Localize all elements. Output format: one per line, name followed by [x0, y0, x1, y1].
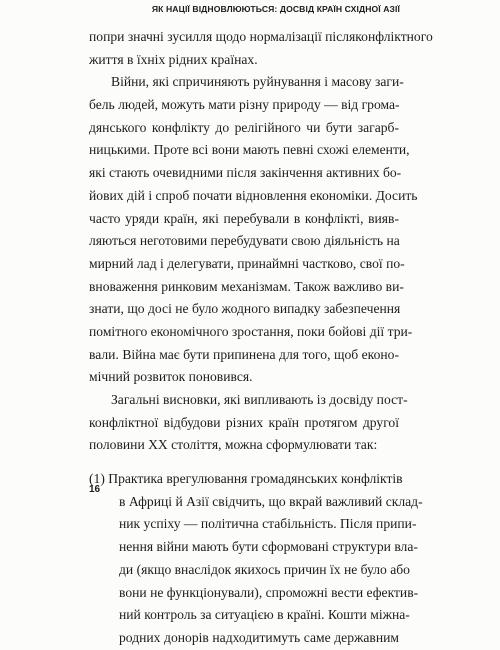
text-line: часто уряди країн, які перебували в конфлікті, вияв-	[89, 210, 399, 226]
text-line: попри значні зусилля щодо нормалізації післяконфліктного	[89, 29, 433, 44]
text-line: життя в їхніх рідних країнах.	[89, 51, 258, 67]
text-line: вали. Війна має бути припинена для того, щоб еконо-	[89, 346, 399, 362]
list-item-line: (1) Практика врегулювання громадянських конфліктів	[89, 471, 403, 487]
list-item-line: ний контроль за ситуацією в країні. Кошти міжна-	[119, 607, 410, 623]
list-item-line: ди (якщо внаслідок якихось причин їх не було або	[119, 561, 410, 577]
text-line: Війни, які спричиняють руйнування і масову заги-	[111, 74, 404, 90]
text-line: Загальні висновки, які випливають із досвіду пост-	[111, 392, 408, 407]
text-line: дянського конфлікту до релігійного чи бути загарб-	[89, 119, 399, 135]
page-number: 16	[89, 484, 101, 495]
text-line: конфліктної відбудови різних країн протягом другої	[89, 414, 399, 430]
text-line: мирний лад і делегувати, принаймні частково, свої по-	[89, 255, 405, 271]
list-item-line: нення війни мають бути сформовані структури вла-	[119, 539, 418, 555]
text-line: помітного економічного зростання, поки бойові дії три-	[89, 323, 413, 339]
list-item-line: ник успіху — політична стабільність. Після припи-	[119, 516, 417, 532]
text-line: вноваження ринковим механізмам. Також важливо ви-	[89, 278, 404, 294]
text-line: бель людей, можуть мати різну природу — від грома-	[89, 97, 400, 113]
text-line: половини XX століття, можна сформулювати так:	[89, 437, 378, 453]
running-head: ЯК НАЦІЇ ВІДНОВЛЮЮТЬСЯ: ДОСВІД КРАЇН СХІДНОЇ АЗІЇ	[151, 4, 400, 14]
paragraph-gap	[89, 457, 399, 468]
text-line: ляються неготовими перебудувати свою діяльність на	[89, 233, 400, 249]
text-line: які стають очевидними після закінчення активних бо-	[89, 165, 402, 181]
text-line: йових дій і спроб почати відновлення економіки. Досить	[89, 187, 418, 203]
text-line: знати, що досі не було жодного випадку забезпечення	[89, 301, 401, 317]
body-text	[89, 26, 433, 650]
text-line: ницькими. Проте всі вони мають певні схожі елементи,	[89, 142, 410, 158]
list-item-line: родних донорів надходитимуть саме державним	[119, 629, 399, 645]
list-item-line: в Африці й Азії свідчить, що вкрай важливий склад-	[119, 493, 423, 509]
list-item-line: вони не функціонували), спроможні вести ефектив-	[119, 584, 419, 600]
text-line: мічний розвиток поновився.	[89, 369, 253, 385]
